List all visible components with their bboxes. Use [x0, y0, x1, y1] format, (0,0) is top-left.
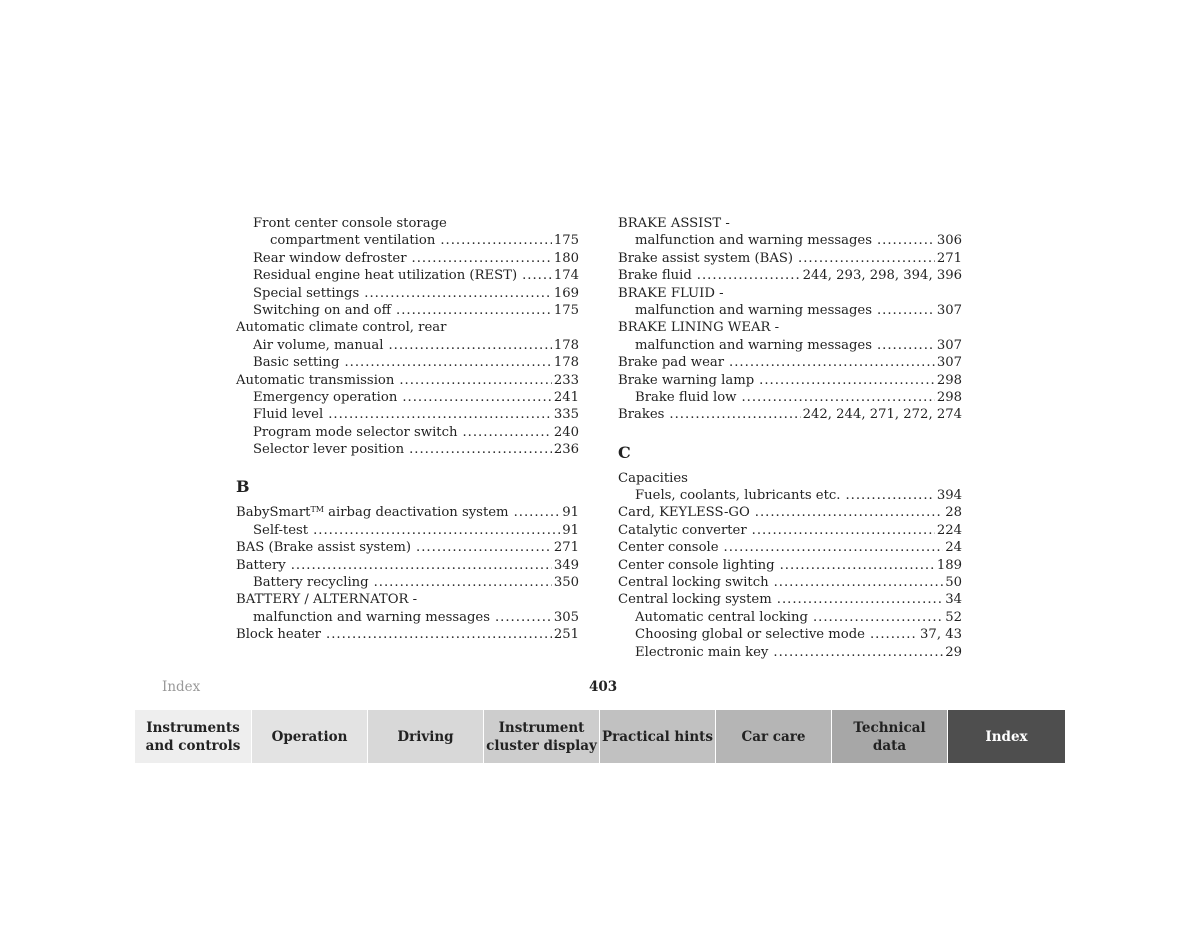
- entry-term: Center console: [618, 540, 719, 556]
- dot-leader: [416, 539, 552, 556]
- index-entry[interactable]: [236, 389, 579, 406]
- entry-term: Fuels, coolants, lubricants etc.: [635, 488, 841, 504]
- dot-leader: [870, 626, 918, 643]
- entry-term: Center console lighting: [618, 557, 775, 573]
- entry-term: malfunction and warning messages: [635, 233, 872, 249]
- section-letter: B: [236, 477, 250, 497]
- entry-term: Card, KEYLESS-GO: [618, 505, 750, 521]
- dot-leader: [522, 267, 552, 284]
- page-reference[interactable]: 244, 293, 298, 394, 396: [802, 268, 962, 284]
- page-reference[interactable]: 233: [553, 372, 579, 388]
- entry-text: [253, 424, 457, 441]
- page-reference[interactable]: 305: [553, 609, 579, 625]
- index-entry[interactable]: [236, 522, 579, 539]
- index-column-left: [236, 215, 579, 644]
- entry-term: Central locking system: [618, 592, 772, 608]
- index-entry[interactable]: [618, 626, 962, 643]
- index-entry[interactable]: [618, 504, 962, 521]
- index-column-right: [618, 215, 962, 661]
- page-reference[interactable]: 350: [553, 575, 579, 591]
- dot-leader: [798, 250, 935, 267]
- dot-leader: [388, 337, 551, 354]
- index-entry[interactable]: [236, 337, 579, 354]
- index-heading: BRAKE FLUID -: [618, 285, 724, 301]
- entry-text: [618, 557, 775, 574]
- page-reference[interactable]: 298: [936, 389, 962, 405]
- entry-term: Brake pad wear: [618, 355, 725, 371]
- entry-term: Catalytic converter: [618, 522, 747, 538]
- index-entry[interactable]: [618, 487, 962, 504]
- index-entry[interactable]: [618, 267, 962, 284]
- dot-leader: [291, 557, 552, 574]
- dot-leader: [813, 609, 943, 626]
- entry-text: [618, 267, 692, 284]
- index-entry[interactable]: [618, 609, 962, 626]
- tab-instruments-and-controls[interactable]: Instruments and controls: [135, 710, 252, 763]
- index-heading: Automatic climate control, rear: [236, 320, 447, 336]
- index-heading: Capacities: [618, 470, 688, 486]
- entry-text: [253, 302, 391, 319]
- page-reference[interactable]: 306: [936, 233, 962, 249]
- dot-leader: [326, 626, 552, 643]
- entry-text: [618, 372, 754, 389]
- entry-term: Program mode selector switch: [253, 424, 458, 440]
- index-entry[interactable]: [236, 626, 579, 643]
- tab-index[interactable]: Index: [948, 710, 1065, 763]
- page-reference[interactable]: 307: [936, 337, 962, 353]
- page-reference[interactable]: 335: [553, 407, 579, 423]
- index-heading: BATTERY / ALTERNATOR -: [236, 592, 418, 608]
- index-entry[interactable]: [236, 609, 579, 626]
- dot-leader: [344, 354, 551, 371]
- entry-text: [618, 504, 750, 521]
- entry-term: malfunction and warning messages: [253, 609, 490, 625]
- entry-term: Brake assist system (BAS): [618, 250, 794, 266]
- dot-leader: [495, 609, 552, 626]
- entry-text: [236, 372, 394, 389]
- entry-term: Brake fluid low: [635, 389, 737, 405]
- entry-text: [253, 250, 407, 267]
- entry-text: [270, 232, 435, 249]
- entry-text: [253, 406, 323, 423]
- page-reference[interactable]: 242, 244, 271, 272, 274: [802, 407, 962, 423]
- page-reference[interactable]: 175: [553, 302, 579, 318]
- entry-text: [253, 389, 397, 406]
- entry-text: [635, 232, 872, 249]
- dot-leader: [845, 487, 934, 504]
- entry-text: [618, 522, 747, 539]
- index-entry[interactable]: [618, 232, 962, 249]
- entry-text: [635, 302, 872, 319]
- dot-leader: [773, 644, 943, 661]
- dot-leader: [741, 389, 934, 406]
- index-heading: Front center console storage: [253, 216, 447, 231]
- entry-term: Residual engine heat utilization (REST): [253, 268, 518, 284]
- dot-leader: [752, 522, 935, 539]
- dot-leader: [724, 539, 944, 556]
- page-reference[interactable]: 174: [553, 268, 579, 284]
- index-entry[interactable]: [618, 389, 962, 406]
- dot-leader: [759, 372, 935, 389]
- tab-driving[interactable]: Driving: [368, 710, 484, 763]
- entry-text: [253, 267, 517, 284]
- dot-leader: [780, 557, 935, 574]
- dot-leader: [514, 504, 561, 521]
- entry-term: malfunction and warning messages: [635, 302, 872, 318]
- index-entry[interactable]: [236, 424, 579, 441]
- dot-leader: [409, 441, 552, 458]
- entry-text: [253, 337, 383, 354]
- entry-term: Brake warning lamp: [618, 372, 755, 388]
- index-entry[interactable]: [236, 441, 579, 458]
- dot-leader: [777, 591, 943, 608]
- entry-text: [253, 574, 369, 591]
- entry-text: [618, 406, 664, 423]
- entry-text: [635, 337, 872, 354]
- page-reference[interactable]: 241: [553, 389, 579, 405]
- index-entry[interactable]: [236, 406, 579, 423]
- entry-term: Rear window defroster: [253, 250, 407, 266]
- entry-term: BabySmart: [236, 505, 311, 521]
- index-entry[interactable]: [618, 591, 962, 608]
- dot-leader: [755, 504, 943, 521]
- dot-leader: [669, 406, 800, 423]
- footer-section-label: Index: [162, 679, 201, 695]
- entry-term: Selector lever position: [253, 442, 405, 458]
- index-entry[interactable]: [618, 302, 962, 319]
- entry-text: [618, 539, 719, 556]
- index-heading: BRAKE LINING WEAR -: [618, 320, 780, 336]
- page-reference[interactable]: 298: [936, 372, 962, 388]
- page-reference[interactable]: 240: [553, 424, 579, 440]
- entry-term: Fluid level: [253, 407, 324, 423]
- entry-term: Block heater: [236, 627, 321, 643]
- dot-leader: [729, 354, 935, 371]
- page-reference[interactable]: 180: [553, 250, 579, 266]
- index-entry[interactable]: [618, 250, 962, 267]
- index-entry[interactable]: [618, 354, 962, 371]
- entry-text: [635, 609, 808, 626]
- index-entry[interactable]: [618, 522, 962, 539]
- index-entry[interactable]: [236, 354, 579, 371]
- entry-text: [618, 354, 724, 371]
- entry-term: Electronic main key: [635, 644, 769, 660]
- index-entry[interactable]: [618, 406, 962, 423]
- dot-leader: [396, 302, 552, 319]
- index-entry[interactable]: [236, 557, 579, 574]
- entry-term: Choosing global or selective mode: [635, 627, 865, 643]
- dot-leader: [374, 574, 552, 591]
- index-entry[interactable]: [618, 337, 962, 354]
- entry-text: [635, 644, 768, 661]
- entry-text: [253, 354, 339, 371]
- page-reference[interactable]: 37, 43: [920, 627, 962, 643]
- page-reference[interactable]: 91: [562, 505, 579, 521]
- entry-term: Self-test: [253, 522, 309, 538]
- index-entry[interactable]: [618, 644, 962, 661]
- page-reference[interactable]: 91: [562, 522, 579, 538]
- entry-term: compartment ventilation: [270, 233, 436, 249]
- entry-term: Special settings: [253, 285, 360, 301]
- page-reference[interactable]: 271: [936, 250, 962, 266]
- tab-car-care[interactable]: Car care: [716, 710, 832, 763]
- entry-text: [618, 574, 769, 591]
- entry-text: [236, 557, 286, 574]
- entry-text: [618, 591, 772, 608]
- dot-leader: [877, 232, 935, 249]
- entry-term: Emergency operation: [253, 389, 398, 405]
- page-reference[interactable]: 175: [553, 233, 579, 249]
- entry-term: Central locking switch: [618, 575, 769, 591]
- entry-term: Air volume, manual: [253, 337, 384, 353]
- entry-term: Automatic transmission: [236, 372, 395, 388]
- page-reference[interactable]: 307: [936, 355, 962, 371]
- index-entry[interactable]: [618, 372, 962, 389]
- tab-operation[interactable]: Operation: [252, 710, 368, 763]
- page-number: 403: [589, 679, 618, 695]
- dot-leader: [399, 372, 551, 389]
- entry-text: [253, 609, 490, 626]
- dot-leader: [313, 522, 560, 539]
- index-entry[interactable]: [236, 372, 579, 389]
- tab-instrument-cluster-display[interactable]: Instrument cluster display: [484, 710, 600, 763]
- entry-term: BAS (Brake assist system): [236, 540, 412, 556]
- index-entry[interactable]: [236, 232, 579, 249]
- entry-term: Brake fluid: [618, 268, 692, 284]
- entry-term: Brakes: [618, 407, 665, 423]
- entry-text: [253, 285, 359, 302]
- page-reference[interactable]: 349: [553, 557, 579, 573]
- page-reference[interactable]: 28: [945, 505, 962, 521]
- page-reference[interactable]: 307: [936, 302, 962, 318]
- page-reference[interactable]: 224: [936, 522, 962, 538]
- entry-term-continued: airbag deactivation system: [323, 505, 509, 521]
- page-reference[interactable]: 29: [945, 644, 962, 660]
- page-reference[interactable]: 178: [553, 337, 579, 353]
- index-entry[interactable]: [618, 557, 962, 574]
- entry-text: [635, 626, 865, 643]
- dot-leader: [877, 337, 935, 354]
- index-entry[interactable]: [618, 539, 962, 556]
- page-reference[interactable]: 169: [553, 285, 579, 301]
- dot-leader: [877, 302, 935, 319]
- page-reference[interactable]: 178: [553, 355, 579, 371]
- page-reference[interactable]: 236: [553, 442, 579, 458]
- entry-text: [253, 522, 308, 539]
- trademark-superscript: TM: [310, 505, 324, 515]
- page-reference[interactable]: 271: [553, 540, 579, 556]
- index-heading: BRAKE ASSIST -: [618, 216, 730, 231]
- index-entry[interactable]: [236, 267, 579, 284]
- page-reference[interactable]: 251: [553, 627, 579, 643]
- section-letter: C: [618, 442, 631, 462]
- entry-text: [618, 250, 793, 267]
- dot-leader: [774, 574, 944, 591]
- dot-leader: [697, 267, 801, 284]
- index-entry[interactable]: [236, 250, 579, 267]
- page-reference[interactable]: 50: [945, 575, 962, 591]
- entry-term: Battery: [236, 557, 286, 573]
- page-reference[interactable]: 52: [945, 609, 962, 625]
- page-reference[interactable]: 189: [936, 557, 962, 573]
- dot-leader: [462, 424, 551, 441]
- index-entry[interactable]: [236, 539, 579, 556]
- tab-practical-hints[interactable]: Practical hints: [600, 710, 716, 763]
- dot-leader: [402, 389, 552, 406]
- index-entry[interactable]: [236, 302, 579, 319]
- entry-text: [236, 539, 411, 556]
- entry-text: [253, 441, 404, 458]
- entry-term: Switching on and off: [253, 302, 391, 318]
- entry-term: Battery recycling: [253, 575, 369, 591]
- entry-term: Automatic central locking: [635, 609, 808, 625]
- dot-leader: [328, 406, 552, 423]
- page-reference[interactable]: 24: [945, 540, 962, 556]
- section-tab-bar: [135, 710, 1065, 763]
- entry-text: [635, 389, 736, 406]
- tab-technical-data[interactable]: Technical data: [832, 710, 948, 763]
- dot-leader: [364, 285, 552, 302]
- page-reference[interactable]: 34: [945, 592, 962, 608]
- page-reference[interactable]: 394: [936, 488, 962, 504]
- index-entry[interactable]: [236, 574, 579, 591]
- index-entry[interactable]: [236, 504, 579, 521]
- index-entry[interactable]: [618, 574, 962, 591]
- entry-term: malfunction and warning messages: [635, 337, 872, 353]
- index-entry[interactable]: [236, 285, 579, 302]
- entry-text: [236, 504, 509, 521]
- dot-leader: [412, 250, 552, 267]
- dot-leader: [440, 232, 552, 249]
- entry-text: [635, 487, 840, 504]
- entry-term: Basic setting: [253, 355, 340, 371]
- entry-text: [236, 626, 321, 643]
